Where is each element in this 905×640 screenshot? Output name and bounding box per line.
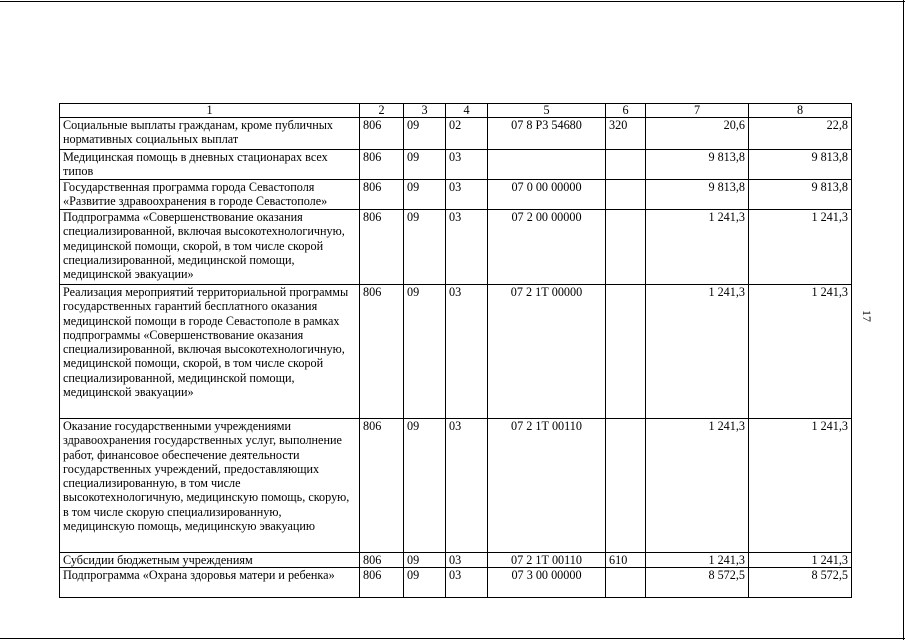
row-target-article: 07 8 Р3 54680 [488,118,606,150]
row-expense-type: 610 [606,553,646,568]
row-ministry-code: 806 [360,210,404,285]
table-row [60,419,852,553]
row-ministry-code: 806 [360,118,404,150]
row-subsection-code: 03 [446,210,488,285]
row-target-article: 07 2 00 00000 [488,210,606,285]
row-subsection-code: 03 [446,553,488,568]
table-row [60,150,852,180]
row-amount-2: 9 813,8 [749,150,852,180]
page-frame-top [0,1,905,2]
row-ministry-code: 806 [360,568,404,598]
row-target-article: 07 2 1Т 00110 [488,419,606,553]
row-section-code: 09 [404,150,446,180]
column-header: 8 [749,104,852,118]
row-section-code: 09 [404,180,446,210]
row-amount-2: 1 241,3 [749,210,852,285]
column-header: 2 [360,104,404,118]
budget-table [59,103,852,598]
table-row [60,553,852,568]
row-name: Подпрограмма «Охрана здоровья матери и ребенка» [60,568,360,598]
column-header: 5 [488,104,606,118]
row-section-code: 09 [404,553,446,568]
row-name: Медицинская помощь в дневных стационарах всех типов [60,150,360,180]
table-row [60,285,852,419]
row-expense-type [606,210,646,285]
column-header: 3 [404,104,446,118]
row-ministry-code: 806 [360,285,404,419]
column-header: 1 [60,104,360,118]
row-amount-1: 9 813,8 [646,180,749,210]
row-name: Подпрограмма «Совершенствование оказания специализированной, включая высокотехнологичную, медицинской помощи, скорой, в том числе скорой специализированной, медицинской помощи, медицинской эвакуации» [60,210,360,285]
row-section-code: 09 [404,210,446,285]
row-target-article: 07 3 00 00000 [488,568,606,598]
row-section-code: 09 [404,285,446,419]
row-section-code: 09 [404,118,446,150]
row-expense-type [606,568,646,598]
row-amount-2: 1 241,3 [749,553,852,568]
row-ministry-code: 806 [360,419,404,553]
row-ministry-code: 806 [360,150,404,180]
row-amount-1: 8 572,5 [646,568,749,598]
column-header: 6 [606,104,646,118]
row-amount-2: 9 813,8 [749,180,852,210]
row-subsection-code: 03 [446,419,488,553]
column-header: 7 [646,104,749,118]
table-header-row [60,104,852,118]
row-target-article: 07 0 00 00000 [488,180,606,210]
page-frame-right [903,0,904,640]
row-amount-1: 1 241,3 [646,419,749,553]
row-expense-type [606,150,646,180]
row-ministry-code: 806 [360,180,404,210]
row-amount-1: 1 241,3 [646,210,749,285]
row-subsection-code: 03 [446,285,488,419]
table-row [60,180,852,210]
row-name: Государственная программа города Севастополя «Развитие здравоохранения в городе Севастополе» [60,180,360,210]
row-expense-type: 320 [606,118,646,150]
column-header: 4 [446,104,488,118]
row-name: Социальные выплаты гражданам, кроме публичных нормативных социальных выплат [60,118,360,150]
row-expense-type [606,419,646,553]
row-expense-type [606,285,646,419]
row-amount-1: 1 241,3 [646,553,749,568]
row-target-article: 07 2 1Т 00110 [488,553,606,568]
row-amount-2: 1 241,3 [749,419,852,553]
row-amount-2: 1 241,3 [749,285,852,419]
row-name: Субсидии бюджетным учреждениям [60,553,360,568]
row-subsection-code: 03 [446,180,488,210]
row-section-code: 09 [404,568,446,598]
page-number: 17 [860,310,874,322]
row-amount-1: 1 241,3 [646,285,749,419]
row-target-article: 07 2 1Т 00000 [488,285,606,419]
row-amount-2: 8 572,5 [749,568,852,598]
table-row [60,210,852,285]
row-section-code: 09 [404,419,446,553]
table-row [60,118,852,150]
row-amount-2: 22,8 [749,118,852,150]
row-ministry-code: 806 [360,553,404,568]
row-amount-1: 20,6 [646,118,749,150]
row-amount-1: 9 813,8 [646,150,749,180]
page-frame-bottom [0,638,905,639]
row-subsection-code: 03 [446,568,488,598]
row-name: Реализация мероприятий территориальной программы государственных гарантий бесплатного оказания медицинской помощи в городе Севастополе в рамках подпрограммы «Совершенствование оказания специализированной, включая высокотехнологичную, медицинской помощи, скорой, в том числе скорой специализированной, медицинской помощи, медицинской эвакуации» [60,285,360,419]
row-expense-type [606,180,646,210]
row-subsection-code: 03 [446,150,488,180]
table-row [60,568,852,598]
row-target-article [488,150,606,180]
row-name: Оказание государственными учреждениями здравоохранения государственных услуг, выполнение работ, финансовое обеспечение деятельности государственных учреждений, предоставляющих специализированную, в том числе высокотехнологичную, медицинскую помощь, скорую, в том числе скорую специализированную, медицинскую помощь, медицинскую эвакуацию [60,419,360,553]
row-subsection-code: 02 [446,118,488,150]
